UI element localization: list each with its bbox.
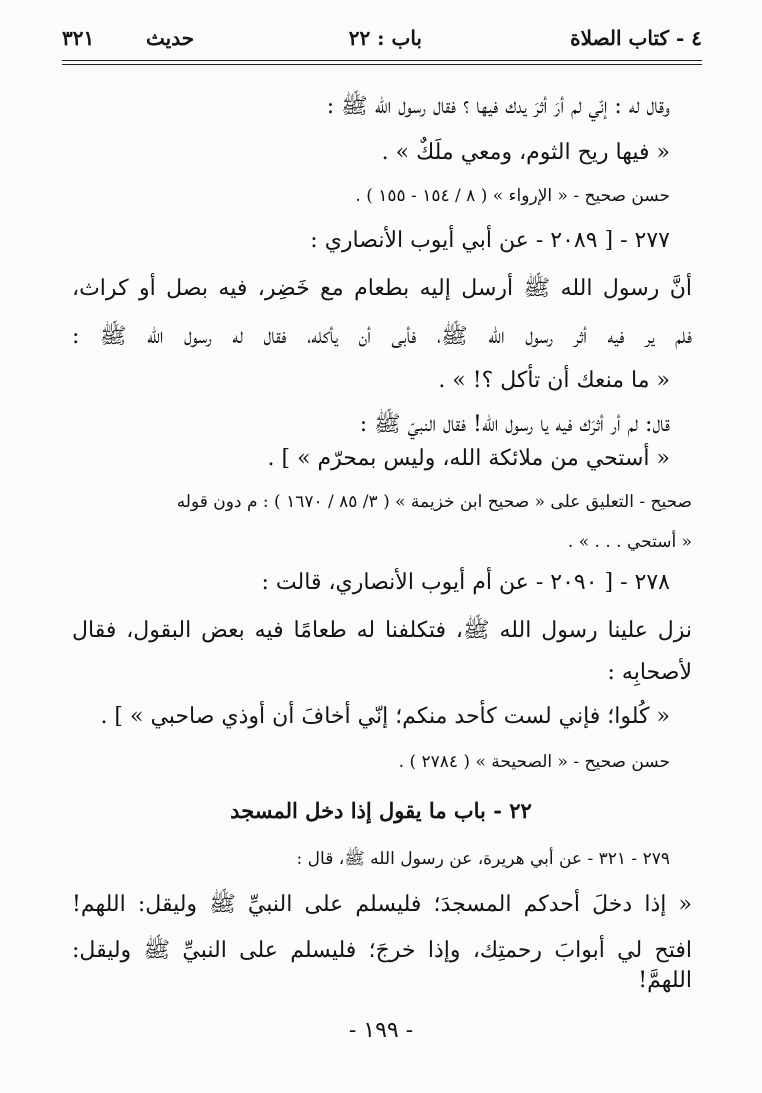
book-title: ٤ - كتاب الصلاة [570, 26, 702, 50]
header-rule-thick [62, 60, 702, 61]
text-line: نزل علينا رسول الله ﷺ، فتكلفنا له طعامًا فيه بعض البقول، فقال [72, 618, 692, 643]
text-line: فلم ير فيه أثر رسول الله ﷺ، فأبى أن يأكله، فقال له رسول الله ﷺ : [72, 324, 692, 349]
hadith-heading: ٢٧٧ - [ ٢٠٨٩ - عن أبي أيوب الأنصاري : [310, 228, 670, 253]
header-rule-thin [62, 64, 702, 65]
text-line: « إذا دخلَ أحدكم المسجدَ؛ فليسلم على النبيِّ ﷺ وليقل: اللهم! [72, 892, 692, 917]
hadith-heading: ٢٧٨ - [ ٢٠٩٠ - عن أم أيوب الأنصاري، قالت : [261, 570, 670, 595]
text-line: قال: لم أر أثرَك فيه يا رسول الله! فقال النبيّ ﷺ : [359, 412, 670, 437]
text-line: « كُلوا؛ فإني لست كأحد منكم؛ إنّي أخافَ أن أوذي صاحبي » ] . [100, 704, 670, 729]
hadith-number: ٣٢١ [62, 26, 95, 50]
hadith-label: حديث [146, 26, 195, 50]
text-line: « فيها ريح الثوم، ومعي ملَكٌ » . [381, 140, 670, 165]
grading-line: صحيح - التعليق على « صحيح ابن خزيمة » ( ٣/ ٨٥ / ١٦٧٠ ) : م دون قوله [176, 492, 692, 512]
text-line: وقال له : إنّي لم أرَ أثرَ يدك فيها ؟ فقال رسول الله ﷺ : [326, 94, 670, 119]
chapter-heading: ٢٢ - باب ما يقول إذا دخل المسجد [230, 798, 532, 823]
text-line: افتح لي أبوابَ رحمتِك، وإذا خرجَ؛ فليسلم على النبيِّ ﷺ وليقل: اللهمَّ! [72, 938, 692, 993]
hadith-heading: ٢٧٩ - ٣٢١ - عن أبي هريرة، عن رسول الله ﷺ، قال : [296, 849, 670, 869]
text-line: لأصحابِه : [607, 660, 692, 685]
text-line: « أستحي من ملائكة الله، وليس بمحرّم » ] . [267, 446, 670, 471]
grading-line: « أستحي . . . » . [567, 532, 692, 552]
page-number: - ١٩٩ - [348, 1018, 414, 1043]
text-line: أنَّ رسول الله ﷺ أرسل إليه بطعام مع خَضِر، فيه بصل أو كراث، [72, 276, 692, 301]
chapter-reference: باب : ٢٢ [348, 26, 422, 50]
page-header [62, 22, 702, 56]
grading-line: حسن صحيح - « الصحيحة » ( ٢٧٨٤ ) . [398, 752, 670, 772]
grading-line: حسن صحيح - « الإرواء » ( ٨ / ١٥٤ - ١٥٥ ) . [355, 186, 670, 206]
text-line: « ما منعك أن تأكل ؟! » . [438, 368, 670, 393]
